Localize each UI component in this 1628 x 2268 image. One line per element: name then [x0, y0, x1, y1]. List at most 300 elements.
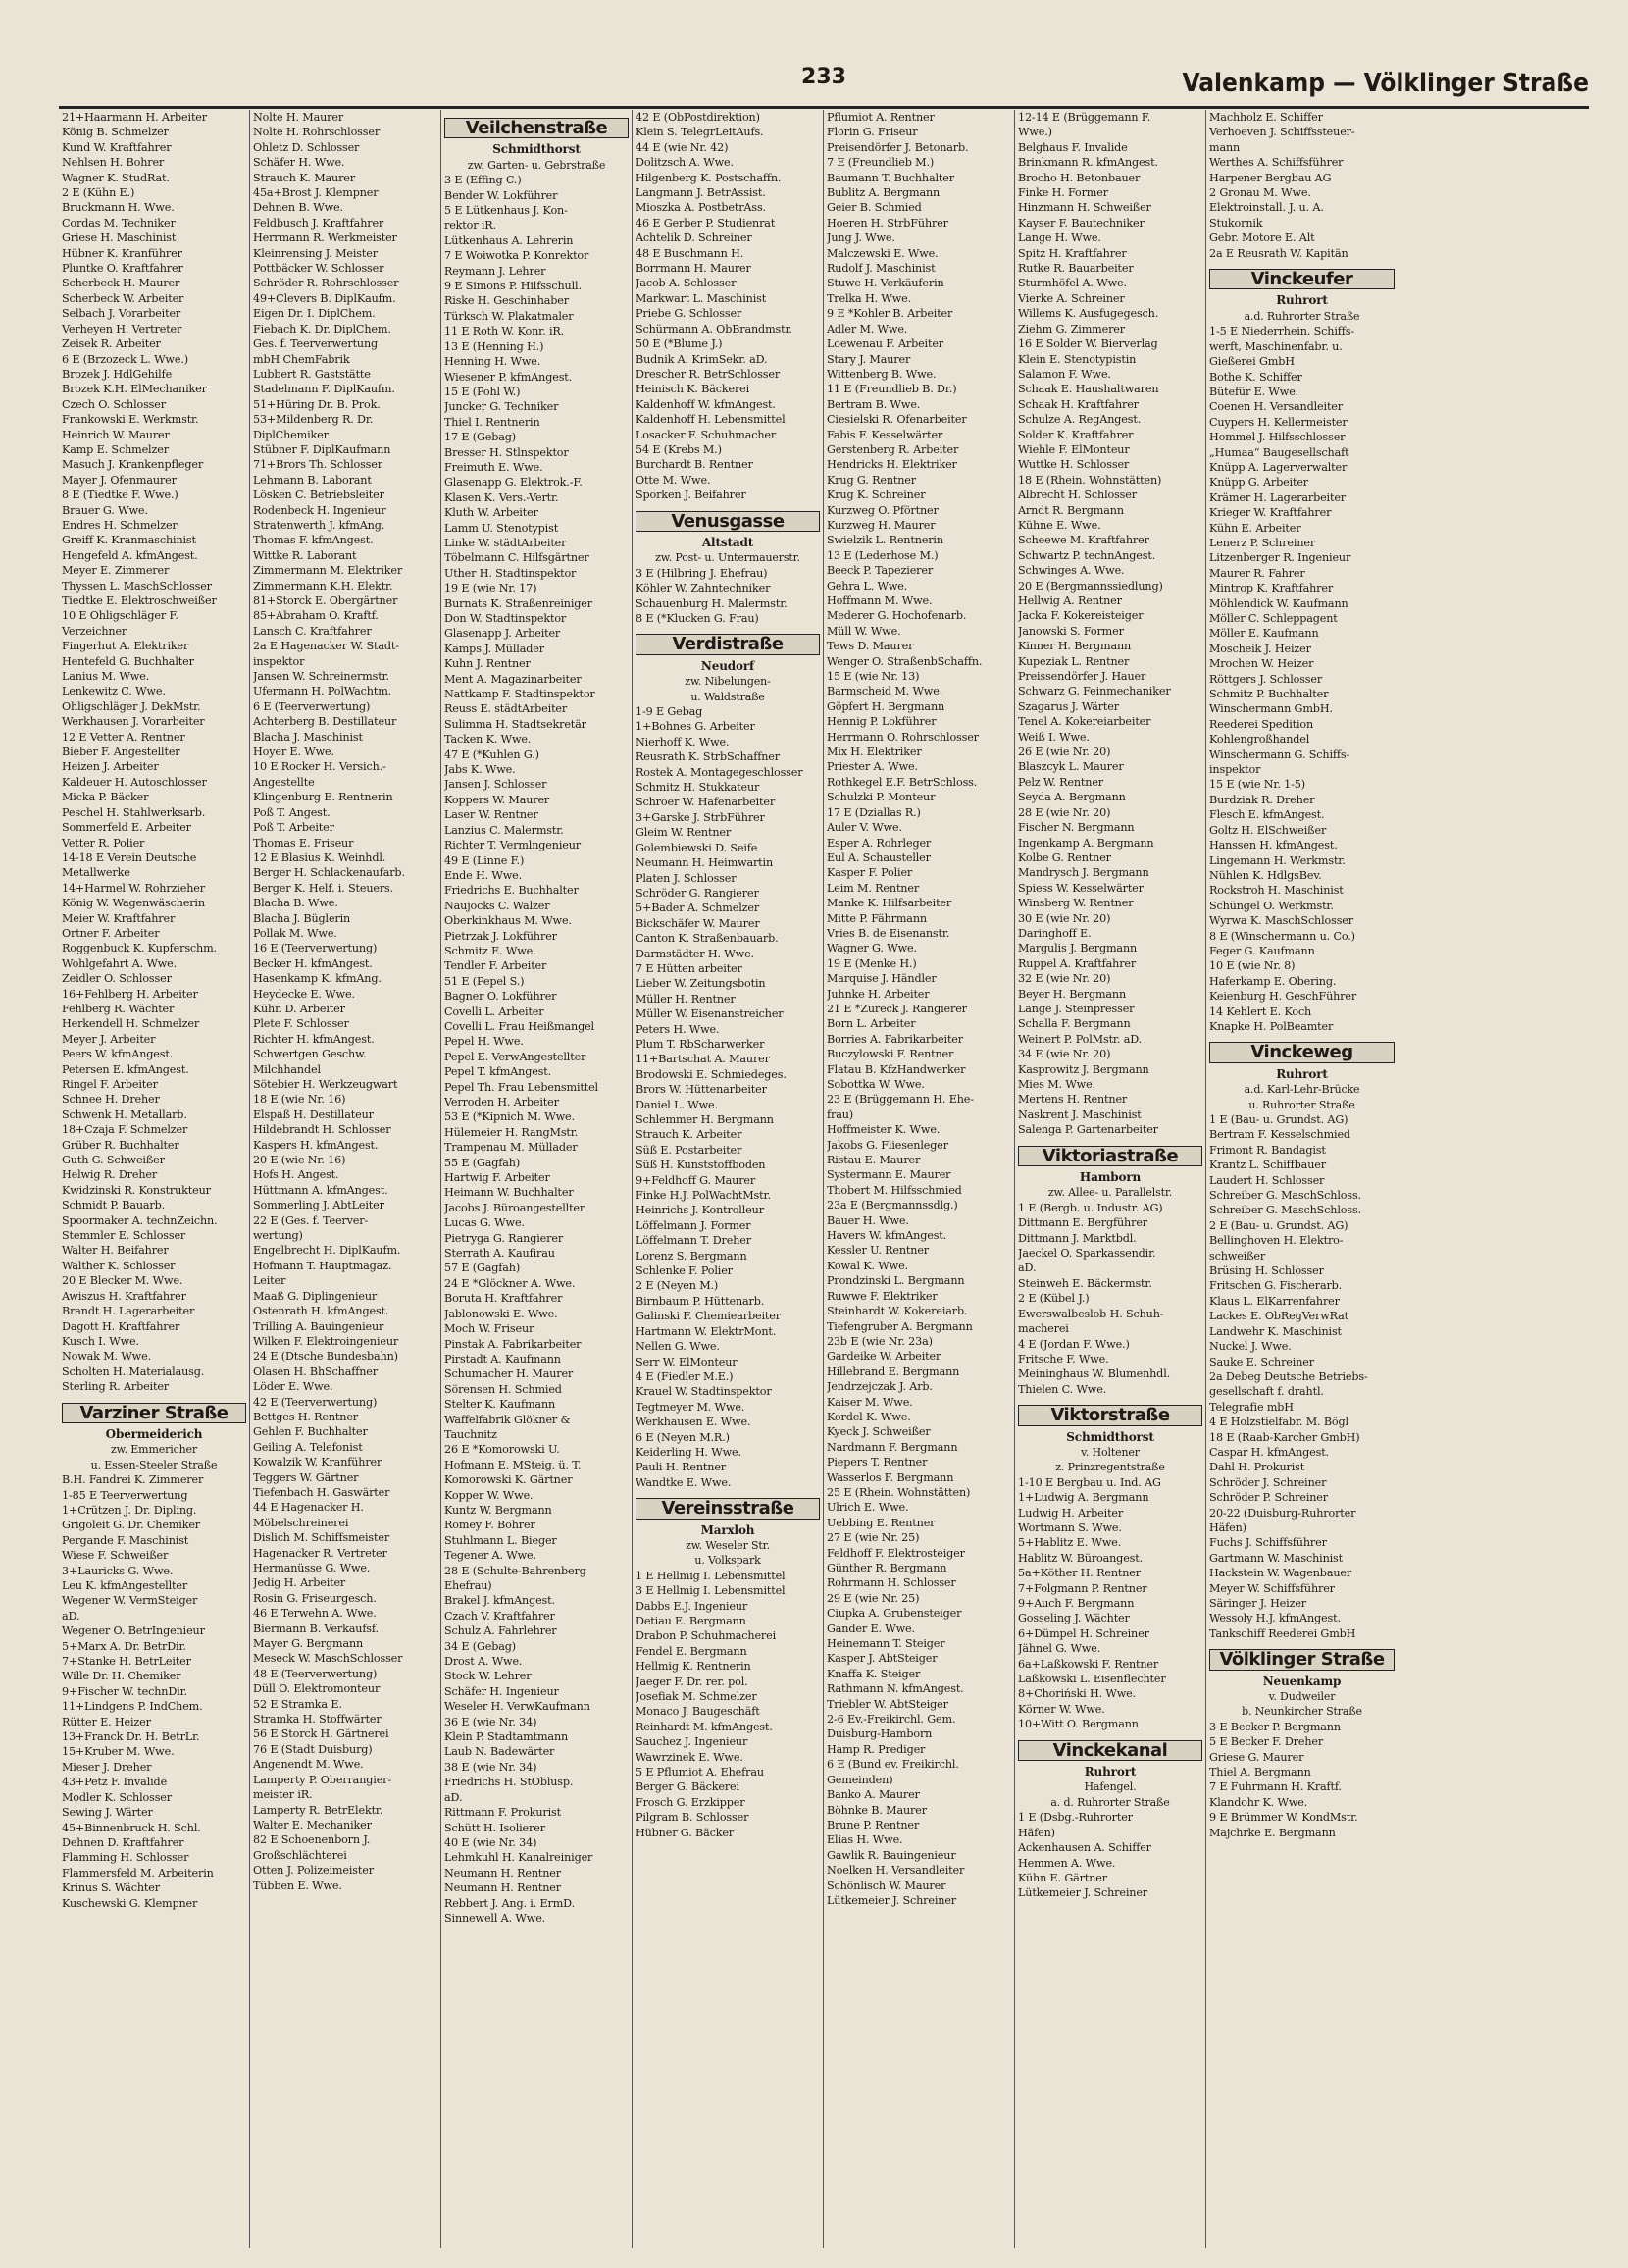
- resident-entry: Pepel T. kfmAngest.: [444, 1065, 552, 1079]
- resident-entry: 1-10 E Bergbau u. Ind. AG: [1018, 1475, 1161, 1489]
- resident-entry: Pietryga G. Rangierer: [444, 1231, 564, 1245]
- resident-entry: Schmitz H. Stukkateur: [636, 781, 760, 795]
- resident-entry: Körner W. Wwe.: [1018, 1702, 1105, 1716]
- resident-entry: 26 E (wie Nr. 20): [1018, 746, 1111, 759]
- resident-entry: Friedrichs E. Buchhalter: [444, 884, 579, 898]
- resident-entry: Marquise J. Händler: [827, 972, 937, 986]
- resident-entry: 5 E Lütkenhaus J. Kon-: [444, 204, 568, 218]
- resident-entry: Pelz W. Rentner: [1018, 775, 1103, 789]
- resident-entry: 1+Ludwig A. Bergmann: [1018, 1491, 1149, 1505]
- resident-entry: 34 E (wie Nr. 20): [1018, 1048, 1111, 1061]
- directory-column: [824, 110, 1015, 2248]
- resident-entry: 32 E (wie Nr. 20): [1018, 972, 1111, 986]
- street-heading: Veilchenstraße: [444, 118, 629, 138]
- resident-entry: Kohlengroßhandel: [1209, 733, 1310, 747]
- resident-entry: Rohrmann H. Schlosser: [827, 1576, 956, 1590]
- resident-entry: Ristau E. Maurer: [827, 1154, 921, 1167]
- resident-entry: Dittmann J. Marktbdl.: [1018, 1231, 1137, 1245]
- resident-entry: Thobert M. Hilfsschmied: [827, 1183, 962, 1197]
- resident-entry: 40 E (wie Nr. 34): [444, 1835, 537, 1849]
- resident-entry: Havers W. kfmAngest.: [827, 1229, 947, 1243]
- resident-entry: Kolbe G. Rentner: [1018, 850, 1111, 864]
- resident-entry: Möhlendick W. Kaufmann: [1209, 596, 1348, 610]
- resident-entry: 2 E (Bau- u. Grundst. AG): [1209, 1218, 1348, 1232]
- resident-entry: Stock W. Lehrer: [444, 1670, 532, 1683]
- resident-entry: Brinkmann R. kfmAngest.: [1018, 156, 1158, 170]
- resident-entry: 1-85 E Teerverwertung: [62, 1488, 188, 1502]
- resident-entry: Geier B. Schmied: [827, 201, 922, 215]
- resident-entry: Glasenapp J. Arbeiter: [444, 627, 561, 641]
- resident-entry: Leu K. kfmAngestellter: [62, 1579, 188, 1592]
- resident-entry: Sewing J. Wärter: [62, 1806, 153, 1820]
- resident-entry: Henning H. Wwe.: [444, 355, 541, 369]
- resident-entry: Fingerhut A. Elektriker: [62, 640, 189, 653]
- resident-entry: Sterling R. Arbeiter: [62, 1380, 169, 1394]
- resident-entry: Bresser H. Stlnspektor: [444, 445, 569, 459]
- resident-entry: Schroer W. Hafenarbeiter: [636, 796, 776, 809]
- resident-entry: 16+Fehlberg H. Arbeiter: [62, 987, 198, 1001]
- resident-entry: Bender W. Lokführer: [444, 188, 558, 202]
- resident-entry: Freimuth E. Wwe.: [444, 460, 543, 474]
- resident-entry: Hofs H. Angest.: [253, 1168, 339, 1182]
- resident-entry: Serr W. ElMonteur: [636, 1355, 738, 1368]
- resident-entry: Don W. Stadtinspektor: [444, 612, 567, 625]
- directory-columns: [59, 110, 1589, 2248]
- resident-entry: Pinstak A. Fabrikarbeiter: [444, 1337, 582, 1351]
- page-number: 233: [801, 65, 846, 89]
- resident-entry: Wuttke H. Schlosser: [1018, 458, 1130, 472]
- resident-entry: Ohletz D. Schlosser: [253, 140, 360, 154]
- district-label: Ruhrort: [1276, 1066, 1328, 1081]
- resident-entry: Mintrop K. Kraftfahrer: [1209, 582, 1334, 595]
- resident-entry: König W. Wagenwäscherin: [62, 897, 205, 910]
- resident-entry: Beyer H. Bergmann: [1018, 987, 1127, 1001]
- resident-entry: Josefiak M. Schmelzer: [636, 1690, 757, 1704]
- resident-entry: Tendler F. Arbeiter: [444, 959, 547, 973]
- resident-entry: Malczewski E. Wwe.: [827, 246, 939, 260]
- resident-entry: Gießerei GmbH: [1209, 355, 1295, 369]
- resident-entry: Nolte H. Maurer: [253, 111, 344, 124]
- district-label: Marxloh: [700, 1522, 755, 1537]
- resident-entry: 9 E Brümmer W. KondMstr.: [1209, 1811, 1358, 1825]
- resident-entry: Heinrichs J. Kontrolleur: [636, 1204, 764, 1217]
- resident-entry: Tiefenbach H. Gaswärter: [253, 1485, 390, 1499]
- resident-entry: Achtelik D. Schreiner: [636, 232, 752, 245]
- resident-entry: Walter E. Mechaniker: [253, 1818, 372, 1831]
- resident-entry: Dahl H. Prokurist: [1209, 1461, 1305, 1474]
- resident-entry: Schröder P. Schreiner: [1209, 1491, 1328, 1505]
- resident-entry: Hildebrandt H. Schlosser: [253, 1123, 391, 1137]
- resident-entry: Röttgers J. Schlosser: [1209, 672, 1323, 686]
- resident-entry: Gartmann W. Maschinist: [1209, 1551, 1343, 1565]
- resident-entry: Brocho H. Betonbauer: [1018, 171, 1141, 184]
- resident-entry: Jähnel G. Wwe.: [1018, 1642, 1101, 1656]
- resident-entry: 18 E (Raab-Karcher GmbH): [1209, 1430, 1360, 1444]
- resident-entry: Mayer J. Ofenmaurer: [62, 473, 177, 487]
- resident-entry: Hoffmann M. Wwe.: [827, 594, 933, 607]
- resident-entry: Stübner F. DiplKaufmann: [253, 442, 391, 456]
- resident-entry: Schulz A. Fahrlehrer: [444, 1624, 557, 1638]
- resident-entry: Albrecht H. Schlosser: [1018, 489, 1137, 502]
- resident-entry: frau): [827, 1108, 853, 1121]
- resident-entry: Gebr. Motore E. Alt: [1209, 232, 1315, 245]
- resident-entry: 52 E Stramka E.: [253, 1697, 342, 1711]
- street-location: zw. Nibelungen-: [685, 675, 771, 689]
- resident-entry: Thiel A. Bergmann: [1209, 1766, 1311, 1779]
- resident-entry: Elspaß H. Destillateur: [253, 1108, 374, 1121]
- resident-entry: Sauke E. Schreiner: [1209, 1355, 1314, 1368]
- resident-entry: Stadelmann F. DiplKaufm.: [253, 383, 395, 396]
- resident-entry: Sauchez J. Ingenieur: [636, 1735, 748, 1749]
- resident-entry: Stukornik: [1209, 216, 1263, 230]
- resident-entry: Jablonowski E. Wwe.: [444, 1307, 558, 1320]
- resident-entry: 11 E Roth W. Konr. iR.: [444, 325, 565, 338]
- resident-entry: Sterrath A. Kaufirau: [444, 1247, 555, 1261]
- resident-entry: Hartmann W. ElektrMont.: [636, 1324, 777, 1338]
- resident-entry: Wiese F. Schweißer: [62, 1549, 169, 1563]
- resident-entry: Schlenke F. Polier: [636, 1264, 733, 1278]
- resident-entry: 5 E Becker F. Dreher: [1209, 1735, 1324, 1749]
- resident-entry: Thomas F. kfmAngest.: [253, 534, 374, 547]
- resident-entry: Arndt R. Bergmann: [1018, 503, 1124, 517]
- resident-entry: Meyer W. Schiffsführer: [1209, 1581, 1335, 1595]
- resident-entry: 42 E (Teerverwertung): [253, 1395, 378, 1409]
- resident-entry: 5+Hablitz E. Wwe.: [1018, 1536, 1122, 1550]
- resident-entry: Cordas M. Techniker: [62, 216, 176, 230]
- resident-entry: Gleim W. Rentner: [636, 826, 732, 840]
- resident-entry: Cuypers H. Kellermeister: [1209, 415, 1348, 429]
- resident-entry: Ruwwe F. Elektriker: [827, 1289, 938, 1303]
- resident-entry: Stuhlmann L. Bieger: [444, 1533, 557, 1547]
- resident-entry: 2 E (Neyen M.): [636, 1279, 719, 1293]
- resident-entry: Kamp E. Schmelzer: [62, 442, 169, 456]
- resident-entry: 45+Binnenbruck H. Schl.: [62, 1821, 201, 1834]
- resident-entry: Herkendell H. Schmelzer: [62, 1017, 200, 1031]
- resident-entry: 54 E (Krebs M.): [636, 442, 722, 456]
- resident-entry: Lehmann B. Laborant: [253, 473, 372, 487]
- resident-entry: Vierke A. Schreiner: [1018, 291, 1125, 305]
- resident-entry: Lösken C. Betriebsleiter: [253, 489, 384, 502]
- directory-column: [1206, 110, 1398, 2248]
- resident-entry: 21 E *Zureck J. Rangierer: [827, 1002, 967, 1015]
- resident-entry: Heydecke E. Wwe.: [253, 987, 355, 1001]
- resident-entry: Herrmann O. Rohrschlosser: [827, 730, 979, 744]
- resident-entry: Sinnewell A. Wwe.: [444, 1911, 546, 1925]
- resident-entry: Schumacher H. Maurer: [444, 1367, 574, 1381]
- resident-entry: Nolte H. Rohrschlosser: [253, 126, 381, 139]
- resident-entry: Schütt H. Isolierer: [444, 1821, 545, 1834]
- resident-entry: Mandrysch J. Bergmann: [1018, 866, 1149, 880]
- resident-entry: 15 E (wie Nr. 1-5): [1209, 778, 1305, 792]
- resident-entry: Riske H. Geschinhaber: [444, 294, 569, 308]
- resident-entry: Gawlik R. Bauingenieur: [827, 1848, 956, 1862]
- resident-entry: Roggenbuck K. Kupferschm.: [62, 942, 217, 955]
- resident-entry: Pluntke O. Kraftfahrer: [62, 262, 183, 276]
- resident-entry: Frimont R. Bandagist: [1209, 1143, 1326, 1157]
- resident-entry: Langmann J. BetrAssist.: [636, 186, 766, 200]
- resident-entry: Lenkewitz C. Wwe.: [62, 685, 166, 698]
- resident-entry: Töbelmann C. Hilfsgärtner: [444, 551, 589, 565]
- resident-entry: Böhnke B. Maurer: [827, 1803, 927, 1817]
- resident-entry: Hasenkamp K. kfmAng.: [253, 972, 382, 986]
- resident-entry: Werthes A. Schiffsführer: [1209, 156, 1344, 170]
- resident-entry: Fabis F. Kesselwärter: [827, 428, 943, 441]
- resident-entry: Krinus S. Wächter: [62, 1881, 160, 1895]
- resident-entry: 2 E (Kühn E.): [62, 186, 135, 200]
- resident-entry: Born L. Arbeiter: [827, 1017, 916, 1031]
- resident-entry: Heinemann T. Steiger: [827, 1637, 945, 1651]
- resident-entry: 1+Crützen J. Dr. Dipling.: [62, 1503, 197, 1517]
- resident-entry: Fehlberg R. Wächter: [62, 1002, 175, 1015]
- resident-entry: Jendrzejczak J. Arb.: [827, 1380, 933, 1394]
- resident-entry: Wegener O. BetrIngenieur: [62, 1624, 205, 1638]
- resident-entry: 45a+Brost J. Klempner: [253, 186, 379, 200]
- resident-entry: Scheewe M. Kraftfahrer: [1018, 534, 1149, 547]
- resident-entry: Ludwig H. Arbeiter: [1018, 1506, 1124, 1520]
- resident-entry: 9+Auch F. Bergmann: [1018, 1597, 1135, 1610]
- resident-entry: 16 E Solder W. Bierverlag: [1018, 337, 1158, 351]
- resident-entry: Kupeziak L. Rentner: [1018, 654, 1130, 668]
- resident-entry: Meier W. Kraftfahrer: [62, 911, 176, 925]
- resident-entry: 7 E Fuhrmann H. Kraftf.: [1209, 1780, 1342, 1794]
- resident-entry: Finke H.J. PolWachtMstr.: [636, 1189, 771, 1203]
- resident-entry: Hermanüsse G. Wwe.: [253, 1562, 371, 1574]
- resident-entry: Bruckmann H. Wwe.: [62, 201, 175, 215]
- resident-entry: Tauchnitz: [444, 1427, 497, 1441]
- resident-entry: Pepel Th. Frau Lebensmittel: [444, 1080, 598, 1094]
- resident-entry: Modler K. Schlosser: [62, 1790, 172, 1804]
- resident-entry: Blacha J. Büglerin: [253, 911, 351, 925]
- resident-entry: Schürmann A. ObBrandmstr.: [636, 322, 792, 335]
- resident-entry: 19 E (Menke H.): [827, 956, 917, 970]
- resident-entry: 2 E (Kübel J.): [1018, 1292, 1090, 1306]
- resident-entry: Ciupka A. Grubensteiger: [827, 1607, 962, 1621]
- resident-entry: Burnats K. Straßenreiniger: [444, 596, 592, 610]
- resident-entry: Jedig H. Arbeiter: [253, 1576, 346, 1590]
- resident-entry: Türksch W. Plakatmaler: [444, 309, 574, 323]
- resident-entry: Rodenbeck H. Ingenieur: [253, 503, 386, 517]
- resident-entry: 17 E (Dziallas R.): [827, 805, 921, 819]
- resident-entry: Ewerswalbeslob H. Schuh-: [1018, 1307, 1164, 1320]
- resident-entry: Stelter K. Kaufmann: [444, 1398, 556, 1412]
- resident-entry: 55 E (Gagfah): [444, 1156, 521, 1169]
- resident-entry: Jaeger F. Dr. rer. pol.: [636, 1675, 748, 1688]
- resident-entry: 20 E Blecker M. Wwe.: [62, 1274, 183, 1288]
- resident-entry: Pilgram B. Schlosser: [636, 1811, 749, 1825]
- resident-entry: Winsberg W. Rentner: [1018, 897, 1134, 910]
- resident-entry: Banko A. Maurer: [827, 1788, 920, 1802]
- resident-entry: 44 E (wie Nr. 42): [636, 140, 729, 154]
- resident-entry: Baumann T. Buchhalter: [827, 171, 954, 184]
- resident-entry: Czech O. Schlosser: [62, 397, 166, 411]
- resident-entry: 18 E (Rhein. Wohnstätten): [1018, 473, 1162, 487]
- resident-entry: Hennig P. Lokführer: [827, 715, 937, 729]
- resident-entry: Drost A. Wwe.: [444, 1655, 523, 1669]
- resident-entry: 13 E (Lederhose M.): [827, 548, 939, 562]
- resident-entry: Stramka H. Stoffwärter: [253, 1713, 382, 1727]
- resident-entry: Lenerz P. Schreiner: [1209, 536, 1316, 549]
- resident-entry: Wyrwa K. MaschSchlosser: [1209, 914, 1353, 928]
- resident-entry: Hilgenberg K. Postschaffn.: [636, 171, 782, 184]
- resident-entry: Schalla F. Bergmann: [1018, 1017, 1131, 1031]
- resident-entry: Brakel J. kfmAngest.: [444, 1594, 555, 1608]
- resident-entry: Tacken K. Wwe.: [444, 733, 532, 747]
- resident-entry: Metallwerke: [62, 866, 130, 880]
- district-label: Altstadt: [701, 535, 754, 549]
- resident-entry: 76 E (Stadt Duisburg): [253, 1742, 373, 1756]
- resident-entry: Klasen K. Vers.-Vertr.: [444, 490, 559, 504]
- resident-entry: Noelken H. Versandleiter: [827, 1864, 965, 1878]
- resident-entry: Säringer J. Heizer: [1209, 1597, 1306, 1610]
- resident-entry: Barmscheid M. Wwe.: [827, 685, 943, 698]
- resident-entry: Borrmann H. Maurer: [636, 262, 751, 276]
- resident-entry: Sommerfeld E. Arbeiter: [62, 821, 191, 835]
- resident-entry: Hackstein W. Wagenbauer: [1209, 1567, 1352, 1580]
- resident-entry: gesellschaft f. drahtl.: [1209, 1385, 1324, 1399]
- resident-entry: Frosch G. Erzkipper: [636, 1795, 745, 1809]
- resident-entry: Lanzius C. Malermstr.: [444, 823, 564, 837]
- resident-entry: Kuschewski G. Klempner: [62, 1896, 198, 1910]
- resident-entry: 36 E (wie Nr. 34): [444, 1715, 537, 1728]
- resident-entry: Wiehle F. ElMonteur: [1018, 442, 1130, 456]
- resident-entry: Peschel H. Stahlwerksarb.: [62, 805, 206, 819]
- resident-entry: Markwart L. Maschinist: [636, 291, 767, 305]
- resident-entry: Goltz H. ElSchweißer: [1209, 823, 1327, 837]
- resident-entry: Fendel E. Bergmann: [636, 1644, 747, 1658]
- resident-entry: Steinhardt W. Kokereiarb.: [827, 1305, 968, 1318]
- resident-entry: Rothkegel E.F. BetrSchloss.: [827, 775, 978, 789]
- resident-entry: Borries A. Fabrikarbeiter: [827, 1032, 963, 1046]
- resident-entry: Selbach J. Vorarbeiter: [62, 307, 181, 321]
- resident-entry: 7 E Hütten arbeiter: [636, 961, 742, 975]
- resident-entry: Eul A. Schausteller: [827, 850, 931, 864]
- resident-entry: Kwidzinski R. Konstrukteur: [62, 1183, 211, 1197]
- resident-entry: Lamperty R. BetrElektr.: [253, 1803, 383, 1817]
- resident-entry: Ment A. Magazinarbeiter: [444, 672, 582, 686]
- resident-entry: Brauer G. Wwe.: [62, 503, 148, 517]
- resident-entry: Mrochen W. Heizer: [1209, 657, 1314, 671]
- resident-entry: 5a+Köther H. Rentner: [1018, 1567, 1141, 1580]
- resident-entry: Kasper F. Polier: [827, 866, 913, 880]
- resident-entry: Pepel H. Wwe.: [444, 1035, 524, 1049]
- resident-entry: 20 E (wie Nr. 16): [253, 1154, 346, 1167]
- resident-entry: Werkhausen J. Vorarbeiter: [62, 715, 205, 729]
- resident-entry: Wille Dr. H. Chemiker: [62, 1670, 181, 1683]
- resident-entry: 4 E (Jordan F. Wwe.): [1018, 1337, 1130, 1351]
- resident-entry: Kusch I. Wwe.: [62, 1334, 139, 1348]
- resident-entry: Ciesielski R. Ofenarbeiter: [827, 413, 967, 427]
- resident-entry: Krug G. Rentner: [827, 473, 916, 487]
- resident-entry: Wittenberg B. Wwe.: [827, 367, 937, 381]
- resident-entry: 51 E (Pepel S.): [444, 974, 525, 988]
- resident-entry: Friedrichs H. StOblusp.: [444, 1776, 574, 1789]
- resident-entry: Hommel J. Hilfsschlosser: [1209, 431, 1346, 444]
- resident-entry: 6+Dümpel H. Schreiner: [1018, 1626, 1149, 1640]
- resident-entry: Galinski F. Chemiearbeiter: [636, 1310, 781, 1323]
- street-location: zw. Garten- u. Gebrstraße: [467, 158, 606, 172]
- resident-entry: aD.: [1018, 1262, 1037, 1275]
- street-heading: Viktoriastraße: [1018, 1146, 1202, 1166]
- resident-entry: Greiff K. Kranmaschinist: [62, 534, 196, 547]
- resident-entry: 12 E Vetter A. Rentner: [62, 730, 185, 744]
- resident-entry: 3+Garske J. StrbFührer: [636, 810, 765, 824]
- resident-entry: Thiel I. Rentnerin: [444, 415, 540, 429]
- resident-entry: Keiderling H. Wwe.: [636, 1445, 741, 1459]
- street-location: u. Volkspark: [694, 1554, 761, 1568]
- resident-entry: Lange J. Steinpresser: [1018, 1002, 1135, 1015]
- resident-entry: 13 E (Henning H.): [444, 339, 544, 353]
- directory-column: [1015, 110, 1206, 2248]
- resident-entry: Kühn E. Arbeiter: [1209, 521, 1301, 535]
- resident-entry: Covelli L. Arbeiter: [444, 1005, 544, 1018]
- resident-entry: Göpfert H. Bergmann: [827, 699, 945, 713]
- resident-entry: Heimann W. Buchhalter: [444, 1186, 574, 1200]
- resident-entry: Reusrath K. StrbSchaffner: [636, 750, 780, 764]
- resident-entry: Rostek A. Montagegeschlosser: [636, 765, 803, 779]
- resident-entry: Häfen): [1209, 1521, 1246, 1534]
- resident-entry: Wandtke E. Wwe.: [636, 1475, 732, 1489]
- street-location: v. Dudweiler: [1268, 1690, 1336, 1704]
- resident-entry: 14 Kehlert E. Koch: [1209, 1005, 1312, 1018]
- resident-entry: Berger G. Bäckerei: [636, 1780, 739, 1794]
- resident-entry: 30 E (wie Nr. 20): [1018, 911, 1111, 925]
- resident-entry: 13+Franck Dr. H. BetrLr.: [62, 1730, 200, 1744]
- resident-entry: Thielen C. Wwe.: [1018, 1382, 1107, 1396]
- resident-entry: Häfen): [1018, 1826, 1055, 1839]
- resident-entry: Florin G. Friseur: [827, 126, 918, 139]
- resident-entry: Reederei Spedition: [1209, 717, 1314, 731]
- resident-entry: 26 E *Komorowski U.: [444, 1443, 560, 1457]
- resident-entry: Boruta H. Kraftfahrer: [444, 1292, 563, 1306]
- resident-entry: Lütkemeier J. Schreiner: [1018, 1886, 1147, 1900]
- resident-entry: Moscheik J. Heizer: [1209, 642, 1311, 655]
- resident-entry: Tews D. Maurer: [827, 640, 914, 653]
- resident-entry: Wilken F. Elektroingenieur: [253, 1334, 399, 1348]
- resident-entry: Caspar H. kfmAngest.: [1209, 1445, 1329, 1459]
- resident-entry: Hellwig A. Rentner: [1018, 594, 1122, 607]
- resident-entry: Lütkemeier J. Schreiner: [827, 1893, 956, 1907]
- resident-entry: Laßkowski L. Eisenflechter: [1018, 1673, 1166, 1686]
- resident-entry: 82 E Schoenenborn J.: [253, 1833, 371, 1847]
- resident-entry: Ziehm G. Zimmerer: [1018, 322, 1125, 335]
- resident-entry: Vries B. de Eisenanstr.: [827, 926, 950, 940]
- resident-entry: Engelbrecht H. DiplKaufm.: [253, 1244, 401, 1258]
- resident-entry: Leim M. Rentner: [827, 881, 920, 895]
- resident-entry: Reuss E. städtArbeiter: [444, 702, 568, 716]
- resident-entry: Rockstroh H. Maschinist: [1209, 884, 1344, 898]
- resident-entry: Seyda A. Bergmann: [1018, 791, 1126, 804]
- resident-entry: Daringhoff E.: [1018, 926, 1092, 940]
- resident-entry: Schäfer H. Wwe.: [253, 156, 345, 170]
- resident-entry: 9+Feldhoff G. Maurer: [636, 1173, 756, 1187]
- resident-entry: Kasper J. AbtSteiger: [827, 1652, 938, 1666]
- resident-entry: Sommerling J. AbtLeiter: [253, 1199, 384, 1212]
- resident-entry: Verheyen H. Vertreter: [62, 322, 182, 335]
- resident-entry: 1 E (Dsbg.-Ruhrorter: [1018, 1811, 1133, 1825]
- resident-entry: Klein P. Stadtamtmann: [444, 1730, 569, 1744]
- district-label: Schmidthorst: [1066, 1429, 1154, 1444]
- resident-entry: 8+Choriński H. Wwe.: [1018, 1687, 1137, 1701]
- resident-entry: Losacker F. Schuhmacher: [636, 428, 777, 441]
- resident-entry: 38 E (wie Nr. 34): [444, 1760, 537, 1774]
- resident-entry: inspektor: [1209, 763, 1261, 777]
- resident-entry: Tegtmeyer M. Wwe.: [636, 1400, 745, 1414]
- resident-entry: Ohligschläger J. DekMstr.: [62, 699, 201, 713]
- district-label: Ruhrort: [1084, 1765, 1137, 1779]
- resident-entry: Tübben E. Wwe.: [253, 1879, 342, 1892]
- resident-entry: Sulimma H. Stadtsekretär: [444, 717, 586, 731]
- resident-entry: 5 E Pflumiot A. Ehefrau: [636, 1766, 764, 1779]
